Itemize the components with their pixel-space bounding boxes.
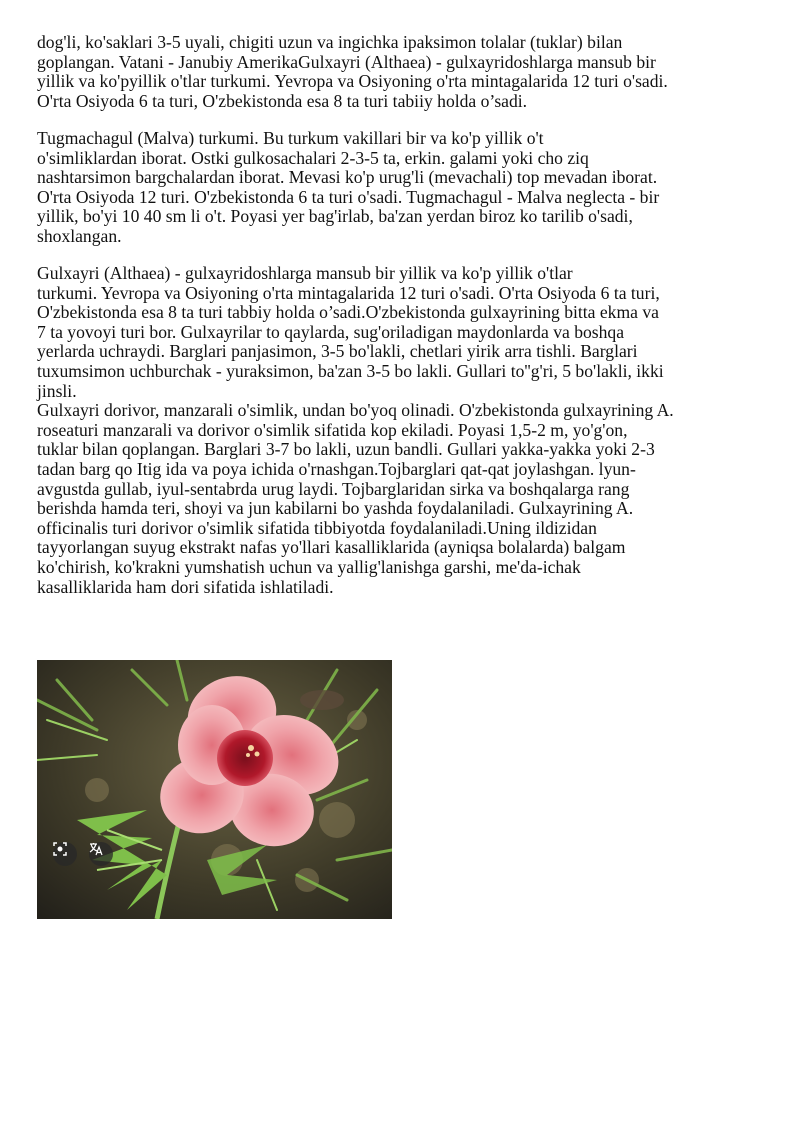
flower-photo	[37, 660, 392, 919]
translate-icon[interactable]	[89, 842, 113, 866]
flower-illustration	[37, 660, 392, 919]
paragraph-cotton-althaea-intro: dog'li, ko'saklari 3-5 uyali, chigiti uzun va ingichka ipaksimon tolalar (tuklar) bilan goplangan. Vatani - Janubiy AmerikaGulxayri (Althaea) - gulxayridoshlarga mansub bir yillik va ko'pyillik o'tlar turkumi. Yevropa va Osiyoning o'rta mintagalarida 12 turi o'sadi. O'rta Osiyoda 6 ta turi, O'zbekistonda esa 8 ta turi tabiiy holda o’sadi.	[37, 32, 668, 111]
paragraph-althaea-genus: Gulxayri (Althaea) - gulxayridoshlarga mansub bir yillik va ko'p yillik o'tlar turkumi. Yevropa va Osiyoning o'rta mintagalarida 12 turi o'sadi. O'rta Osiyoda 6 ta turi, O'zbekistonda esa 8 ta turi tabbiy holda o’sadi.O'zbekistonda gulxayrining bitta ekma va 7 ta yovoyi turi bor. Gulxayrilar to qaylarda, sug'oriladigan maydonlarda va boshqa yerlarda uchraydi. Barglari panjasimon, 3-5 bo'lakli, chetlari yirik arra tishli. Barglari tuxumsimon uchburchak - yuraksimon, ba'zan 3-5 bo lakli. Gullari to''g'ri, 5 bo'lakli, ikki jinsli. Gulxayri dorivor, manzarali o'simlik, undan bo'yoq olinadi. O'zbekistonda gulxayrining A. roseaturi manzarali va dorivor o'simlik sifatida kop ekiladi. Poyasi 1,5-2 m, yo'g'on, tuklar bilan qoplangan. Barglari 3-7 bo lakli, uzun bandli. Gullari yakka-yakka yoki 2-3 tadan barg qo Itig ida va poya ichida o'rnashgan.Tojbarglari qat-qat joylashgan. lyun- avgustda gullab, iyul-sentabrda urug laydi. Tojbarglaridan sirka va boshqalarga rang berishda hamda teri, shoyi va jun kabilarni bo yashda foydalaniladi. Gulxayrining A. officinalis turi dorivor o'simlik sifatida tibbiyotda foydalaniladi.Uning ildizidan tayyorlangan suyug ekstrakt nafas yo'llari kasalliklarida (ayniqsa bolalarda) balgam ko'chirish, ko'krakni yumshatish uchun va yallig'lanishga garshi, me'da-ichak kasalliklarida ham dori sifatida ishlatiladi.	[37, 263, 674, 597]
paragraph-malva-genus: Tugmachagul (Malva) turkumi. Bu turkum vakillari bir va ko'p yillik o't o'simliklardan iborat. Ostki gulkosachalari 2-3-5 ta, erkin. galami yoki cho ziq nashtarsimon bargchalardan iborat. Mevasi ko'p urug'li (mevachali) top mevadan iborat. O'rta Osiyoda 12 turi. O'zbekistonda 6 ta turi o'sadi. Tugmachagul - Malva neglecta - bir yillik, bo'yi 10 40 sm li o't. Poyasi yer bag'irlab, ba'zan yerdan biroz ko tarilib o'sadi, shoxlangan.	[37, 128, 660, 246]
lens-icon[interactable]	[53, 842, 77, 866]
